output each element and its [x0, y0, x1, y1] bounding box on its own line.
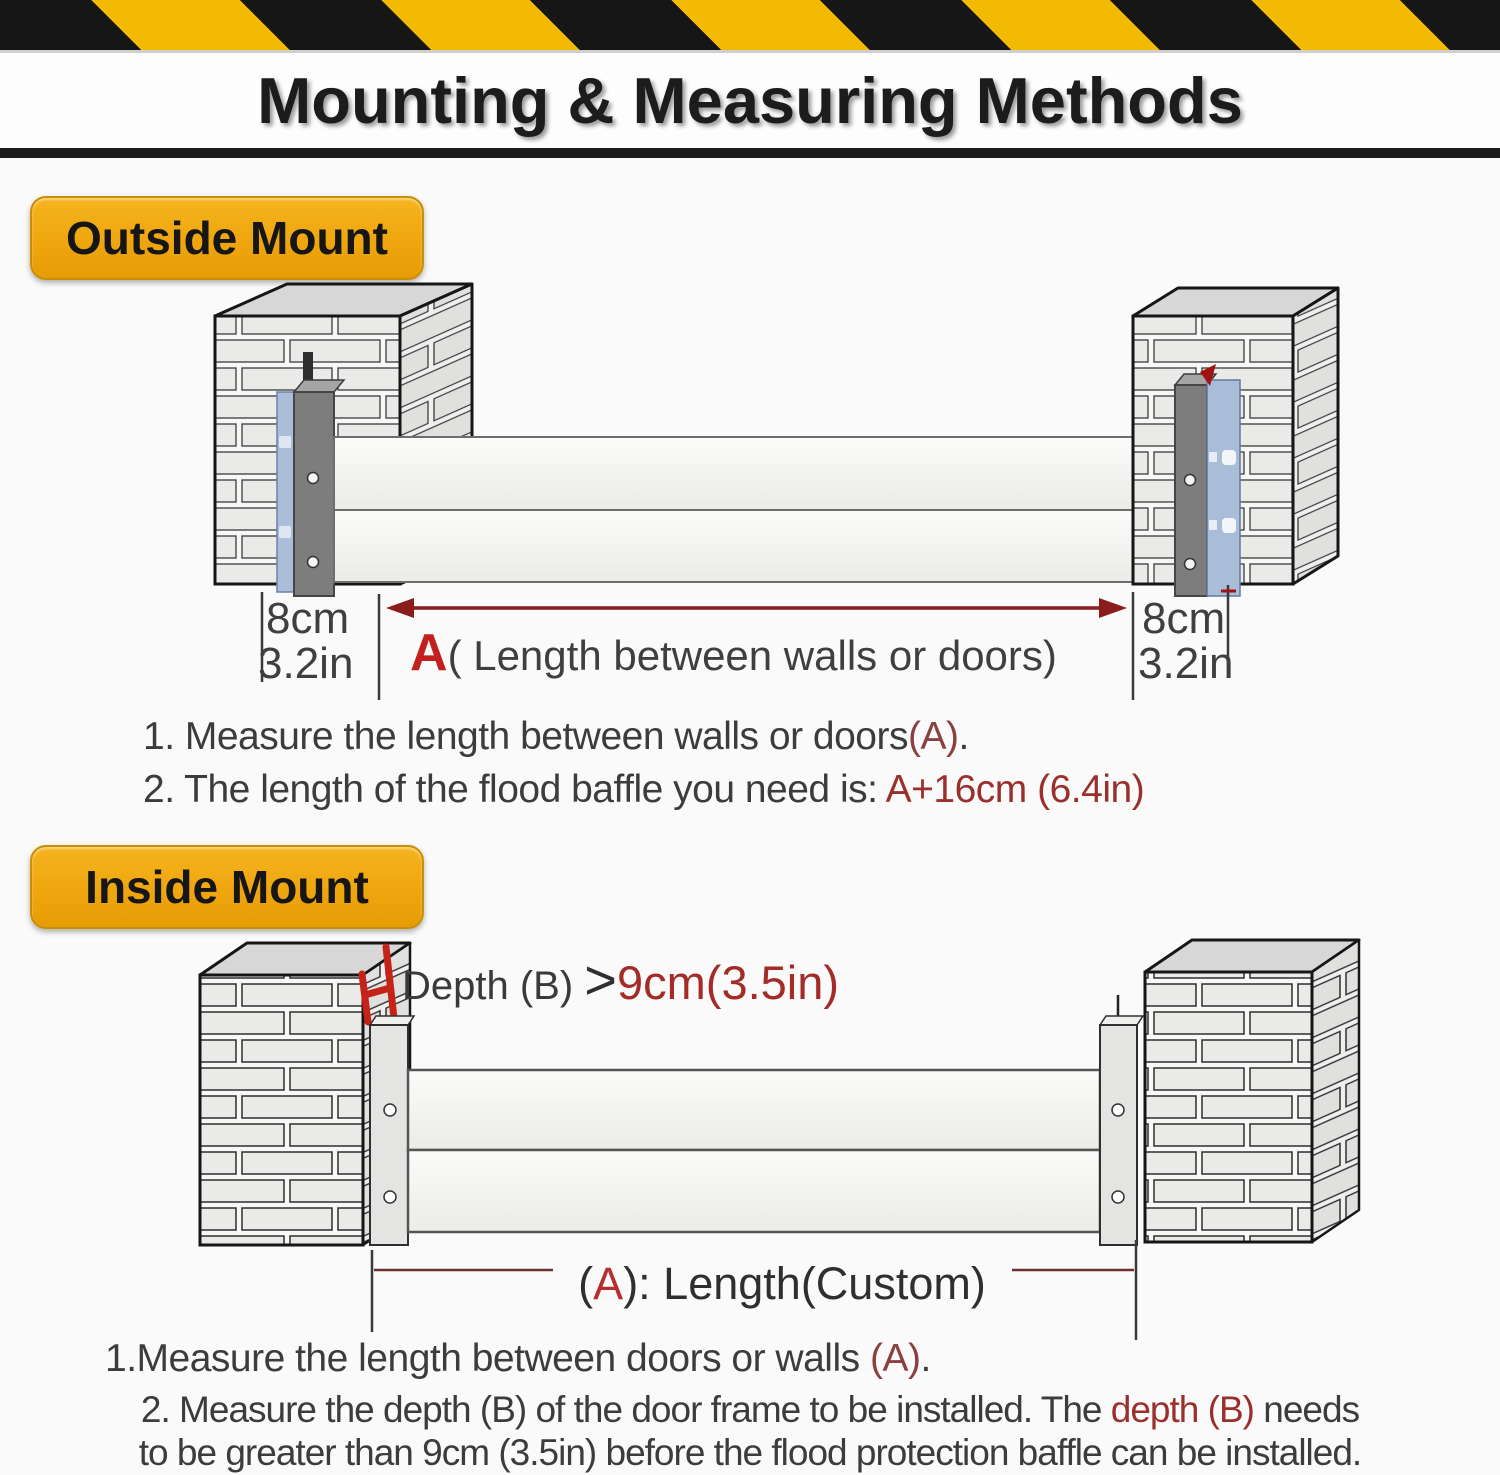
outside-mount-badge: [30, 196, 424, 280]
screw-hole: [308, 557, 319, 568]
screw-hole: [384, 1191, 396, 1203]
inside-step-1: 1.Measure the length between doors or walls (A).: [105, 1337, 931, 1380]
outside-mount-diagram: [0, 280, 1500, 705]
depth-label: Depth (B) >9cm(3.5in): [402, 948, 840, 1011]
right-offset-cm-label: 8cm: [1142, 594, 1226, 643]
outside-step-1: 1. Measure the length between walls or doors(A).: [143, 715, 969, 758]
page-title: Mounting & Measuring Methods: [257, 64, 1243, 137]
inside-mount-diagram: [0, 935, 1500, 1365]
outside-left-seal-strip: [277, 392, 294, 592]
inside-step-2: 2. Measure the depth (B) of the door frame to be installed. The depth (B) needs to be greater than 9cm (3.5in) before the flood protection baffle can be installed.: [138, 1389, 1362, 1473]
inside-measurements: [372, 1240, 1136, 1340]
right-offset-in-label: 3.2in: [1138, 639, 1234, 688]
inside-right-wall: [1145, 940, 1359, 1242]
hazard-stripe-banner: [0, 0, 1500, 53]
outside-flood-barrier-panels: [334, 437, 1175, 582]
screw-hole: [1185, 475, 1196, 486]
outside-measurements: [258, 585, 1236, 700]
inside-right-mount-channel: [1100, 995, 1143, 1245]
screw-hole: [384, 1104, 396, 1116]
screw-hole: [1112, 1104, 1124, 1116]
left-offset-in-label: 3.2in: [258, 639, 354, 688]
length-arrow: [386, 598, 1127, 618]
screw-hole: [1185, 559, 1196, 570]
title-underline: [0, 148, 1500, 158]
screw-hole: [308, 473, 319, 484]
outside-step-2: 2. The length of the flood baffle you need is: A+16cm (6.4in): [143, 768, 1145, 811]
outside-mount-badge-label: Outside Mount: [66, 212, 388, 264]
length-between-walls-label: A( Length between walls or doors): [410, 624, 1057, 682]
inside-mount-badge-label: Inside Mount: [85, 861, 369, 913]
screw-hole: [1112, 1191, 1124, 1203]
title-band: [0, 53, 1500, 148]
left-offset-cm-label: 8cm: [266, 594, 350, 643]
inside-flood-barrier-panels: [408, 1070, 1100, 1232]
length-custom-label: (A): Length(Custom): [578, 1258, 986, 1309]
inside-mount-badge: [30, 845, 424, 929]
